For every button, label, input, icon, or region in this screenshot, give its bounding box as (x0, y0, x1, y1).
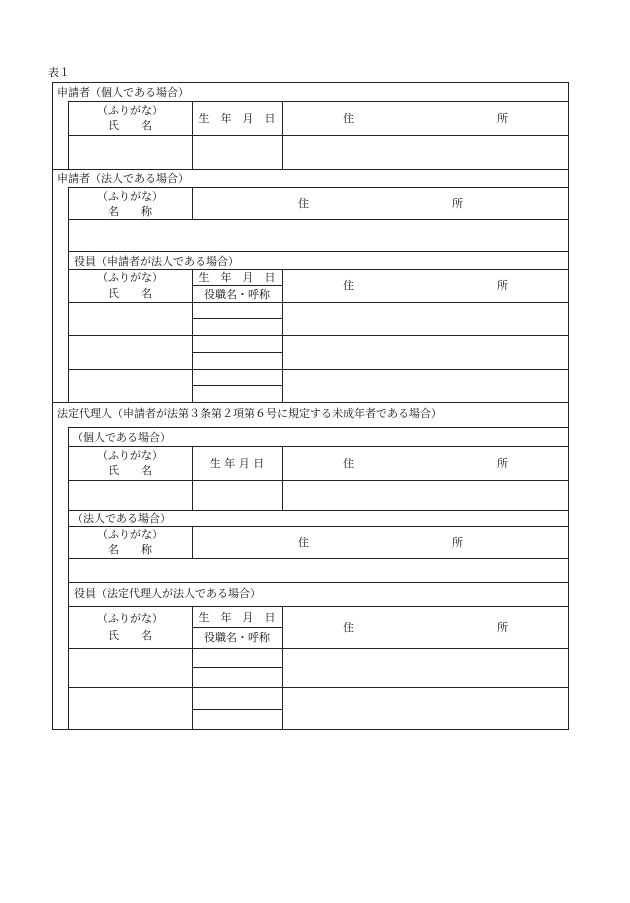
birth-label: 生 年 月 日 (209, 457, 265, 470)
address-label: 住 所 (343, 279, 508, 292)
section-label-officers: 役員（申請者が法人である場合） (74, 255, 239, 268)
furigana-label: （ふりがな） (97, 190, 163, 203)
birth-label: 生 年 月 日 (198, 611, 276, 624)
section-label-applicant-corporation: 申請者（法人である場合） (57, 172, 189, 185)
legal-rep-individual-label: （個人である場合） (72, 431, 171, 444)
birth-label: 生 年 月 日 (198, 271, 276, 284)
legal-rep-officers-label: 役員（法定代理人が法人である場合） (74, 587, 261, 600)
corp-name-label: 名 称 (108, 543, 152, 556)
legal-rep-officer-row-2[interactable] (69, 688, 568, 729)
name-label: 氏 名 (108, 629, 152, 642)
legal-rep-corporation-label: （法人である場合） (72, 512, 171, 525)
name-label: 氏 名 (108, 119, 152, 132)
officer-row-3[interactable] (69, 370, 568, 401)
legal-rep-ind-name-field[interactable] (69, 481, 191, 509)
address-label: 住 所 (343, 112, 508, 125)
title-label: 役職名・呼称 (204, 288, 270, 301)
corp-name-label: 名 称 (108, 205, 152, 218)
corp-row-field[interactable] (69, 220, 568, 250)
address-label: 住 所 (298, 197, 463, 210)
legal-rep-corp-row-field[interactable] (69, 559, 568, 581)
applicant-name-field[interactable] (69, 136, 191, 168)
section-label-legal-rep: 法定代理人（申請者が法第３条第２項第６号に規定する未成年者である場合） (57, 407, 442, 420)
officer-row-1[interactable] (69, 303, 568, 334)
address-label: 住 所 (343, 457, 508, 470)
officer-row-2[interactable] (69, 336, 568, 368)
table-title: 表１ (48, 66, 70, 79)
applicant-address-field[interactable] (283, 136, 568, 168)
address-label: 住 所 (343, 621, 508, 634)
furigana-label: （ふりがな） (97, 104, 163, 117)
legal-rep-officer-row-1[interactable] (69, 649, 568, 686)
furigana-label: （ふりがな） (97, 528, 163, 541)
name-label: 氏 名 (108, 287, 152, 300)
applicant-birth-field[interactable] (193, 136, 281, 168)
furigana-label: （ふりがな） (97, 449, 163, 462)
furigana-label: （ふりがな） (97, 612, 163, 625)
title-label: 役職名・呼称 (204, 631, 270, 644)
address-label: 住 所 (298, 536, 463, 549)
name-label: 氏 名 (108, 464, 152, 477)
legal-rep-ind-address-field[interactable] (283, 481, 568, 509)
furigana-label: （ふりがな） (97, 271, 163, 284)
section-label-applicant-individual: 申請者（個人である場合） (57, 86, 189, 99)
birth-label: 生 年 月 日 (198, 112, 276, 125)
legal-rep-ind-birth-field[interactable] (193, 481, 281, 509)
